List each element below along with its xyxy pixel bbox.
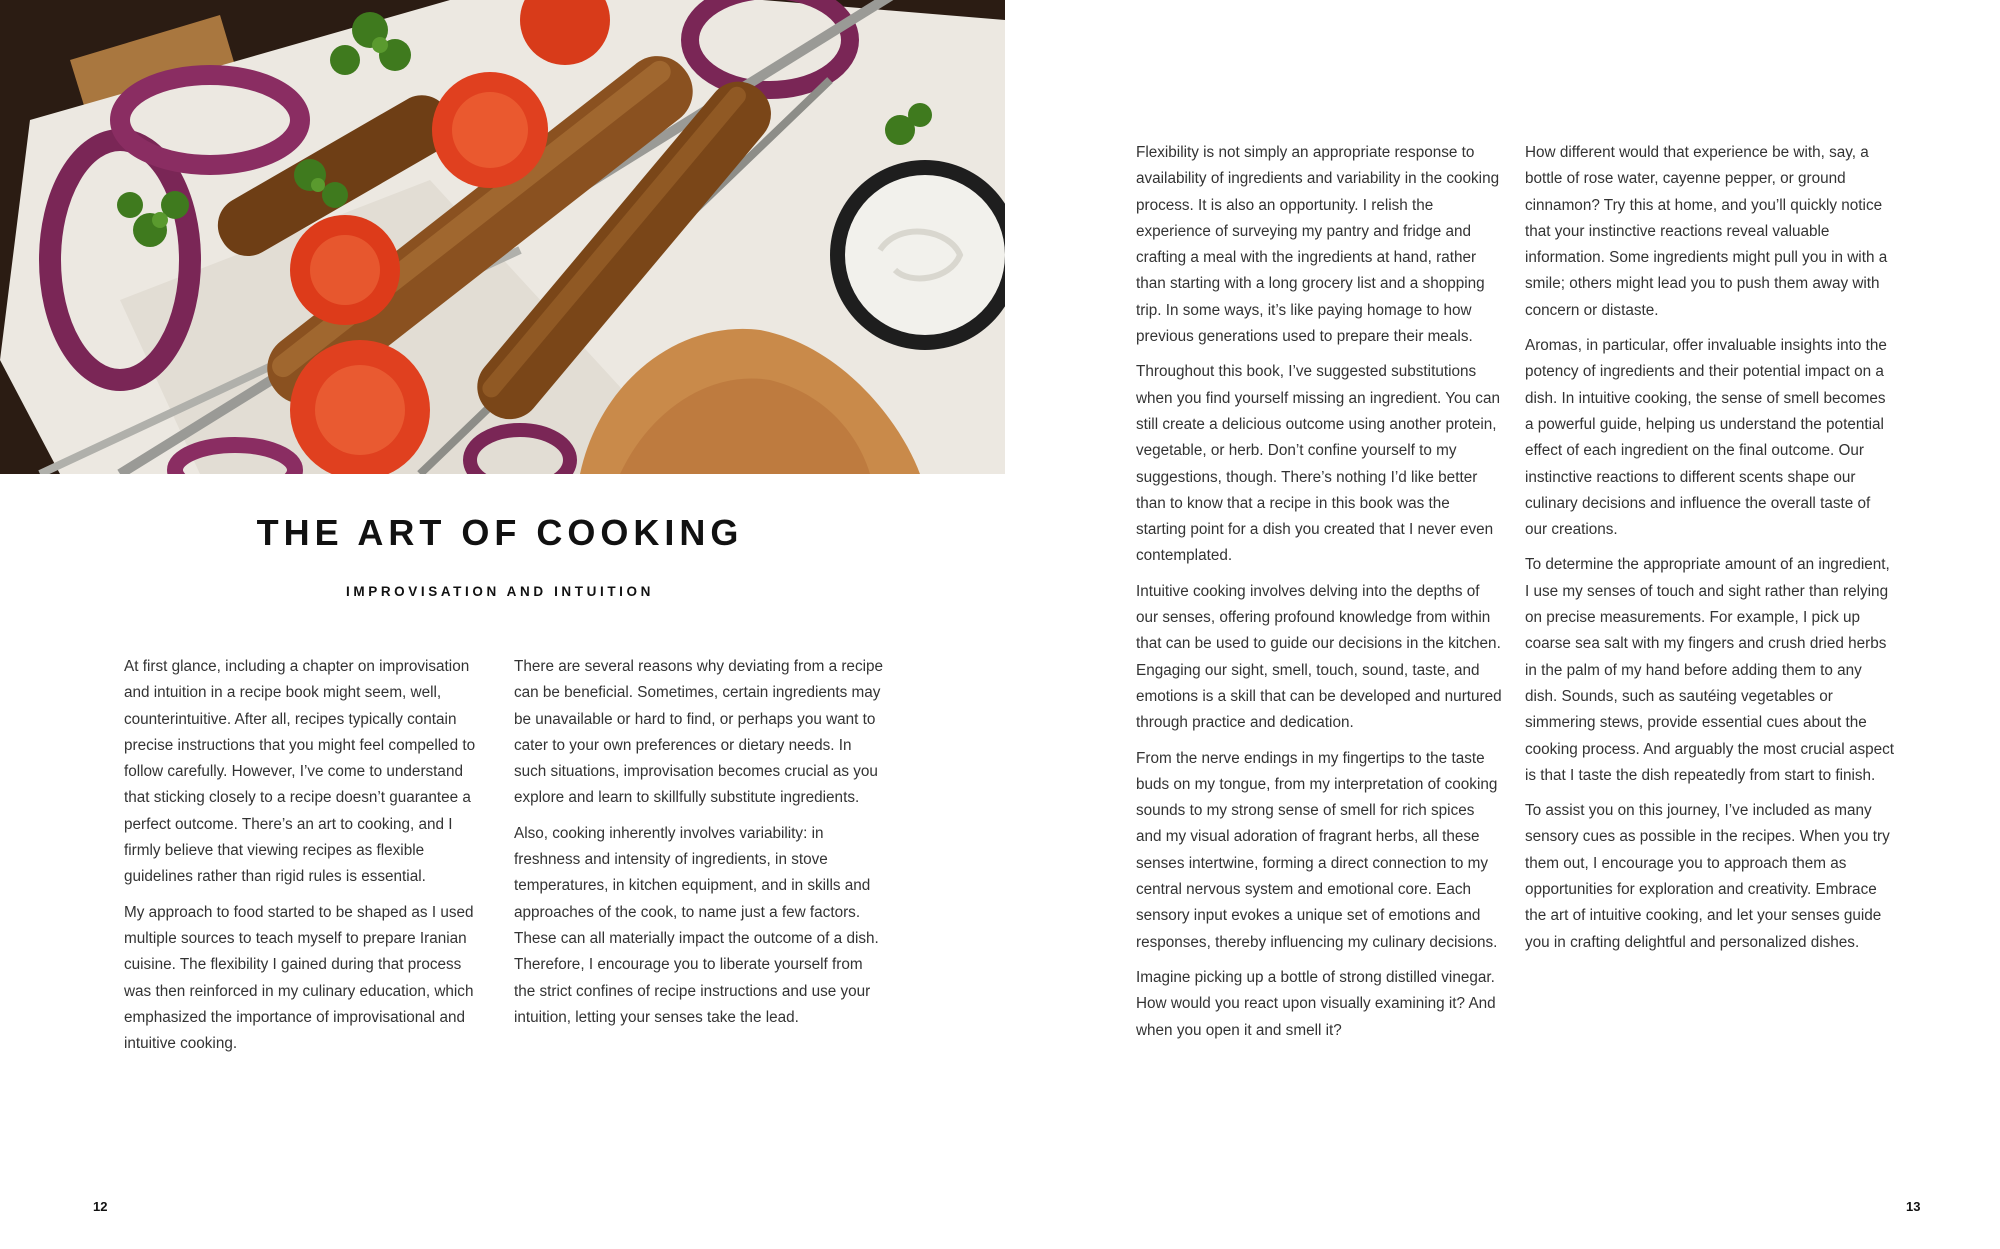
- paragraph: My approach to food started to be shaped as I used multiple sources to teach myself to prepare Iranian cuisine. The flexibility I gained during that process was then reinforced in my culinary education, which emphasized the importance of improvisational and intuitive cooking.: [124, 903, 474, 1053]
- paragraph: How different would that experience be with, say, a bottle of rose water, cayenne pepper, or ground cinnamon? Try this at home, and you’ll quickly notice that your instinctive reactions reveal valuable information. Some ingredients might pull you in with a smile; others might lead you to push them away with concern or distaste.: [1525, 144, 1888, 319]
- paragraph: To determine the appropriate amount of an ingredient, I use my senses of touch and sight rather than relying on precise measurements. For example, I pick up coarse sea salt with my fingers and crush dried herbs in the palm of my hand before adding them to any dish. Sounds, such as sautéing vegetables or simmering stews, provide essential cues about the cooking process. And arguably the most crucial aspect is that I taste the dish repeatedly from start to finish.: [1525, 556, 1895, 784]
- page-number-left: 12: [93, 1199, 108, 1214]
- food-photo-kebab-icon: [0, 0, 1005, 474]
- right-page: [1000, 0, 2000, 1249]
- chapter-title: THE ART OF COOKING: [256, 512, 744, 553]
- paragraph: Imagine picking up a bottle of strong distilled vinegar. How would you react upon visually examining it? And when you open it and smell it?: [1136, 968, 1496, 1039]
- chapter-subtitle: IMPROVISATION AND INTUITION: [346, 584, 654, 599]
- paragraph: Also, cooking inherently involves variability: in freshness and intensity of ingredients, in stove temperatures, in kitchen equipment, and in skills and approaches of the cook, to name just a few factors. These can all materially impact the outcome of a dish. Therefore, I encourage you to liberate yourself from the strict confines of recipe instructions and use your intuition, letting your senses take the lead.: [514, 824, 879, 1026]
- paragraph: Flexibility is not simply an appropriate response to availability of ingredients and variability in the cooking process. It is also an opportunity. I relish the experience of surveying my pantry and fridge and crafting a meal with the ingredients at hand, rather than starting with a long grocery list and a shopping trip. In some ways, it’s like paying homage to how previous generations used to prepare their meals.: [1136, 144, 1500, 346]
- paragraph: From the nerve endings in my fingertips to the taste buds on my tongue, from my interpretation of cooking sounds to my strong sense of smell for rich spices and my visual adoration of fragrant herbs, all these senses intertwine, forming a direct connection to my central nervous system and emotional core. Each sensory input evokes a unique set of emotions and responses, thereby influencing my culinary decisions.: [1136, 749, 1498, 951]
- paragraph: Aromas, in particular, offer invaluable insights into the potency of ingredients and their potential impact on a dish. In intuitive cooking, the sense of smell becomes a powerful guide, helping us understand the potential effect of each ingredient on the final outcome. Our instinctive reactions to different scents shape our culinary decisions and influence the overall taste of our creations.: [1525, 337, 1887, 539]
- paragraph: At first glance, including a chapter on improvisation and intuition in a recipe book might seem, well, counterintuitive. After all, recipes typically contain precise instructions that you might feel compelled to follow carefully. However, I’ve come to understand that sticking closely to a recipe doesn’t guarantee a perfect outcome. There’s an art to cooking, and I firmly believe that viewing recipes as flexible guidelines rather than rigid rules is essential.: [124, 658, 476, 886]
- left-column-2: [514, 654, 884, 1040]
- paragraph: There are several reasons why deviating from a recipe can be beneficial. Sometimes, certain ingredients may be unavailable or hard to find, or perhaps you want to cater to your own preferences or dietary needs. In such situations, improvisation becomes crucial as you explore and learn to skillfully substitute ingredients.: [514, 658, 884, 807]
- right-column-1: [1136, 140, 1502, 1053]
- page-number-right: 13: [1906, 1199, 1921, 1214]
- left-column-1: [124, 654, 490, 1066]
- paragraph: Intuitive cooking involves delving into the depths of our senses, offering profound knowledge from within that can be used to guide our decisions in the kitchen. Engaging our sight, smell, touch, sound, taste, and emotions is a skill that can be developed and nurtured through practice and dedication.: [1136, 582, 1502, 732]
- paragraph: To assist you on this journey, I’ve included as many sensory cues as possible in the recipes. When you try them out, I encourage you to approach them as opportunities for exploration and creativity. Embrace the art of intuitive cooking, and let your senses guide you in crafting delightful and personalized dishes.: [1525, 802, 1890, 951]
- paragraph: Throughout this book, I’ve suggested substitutions when you find yourself missing an ingredient. You can still create a delicious outcome using another protein, vegetable, or herb. Don’t confine yourself to my suggestions, though. There’s nothing I’d like better than to know that a recipe in this book was the starting point for a dish you created that I never even contemplated.: [1136, 363, 1500, 565]
- right-column-2: [1525, 140, 1895, 965]
